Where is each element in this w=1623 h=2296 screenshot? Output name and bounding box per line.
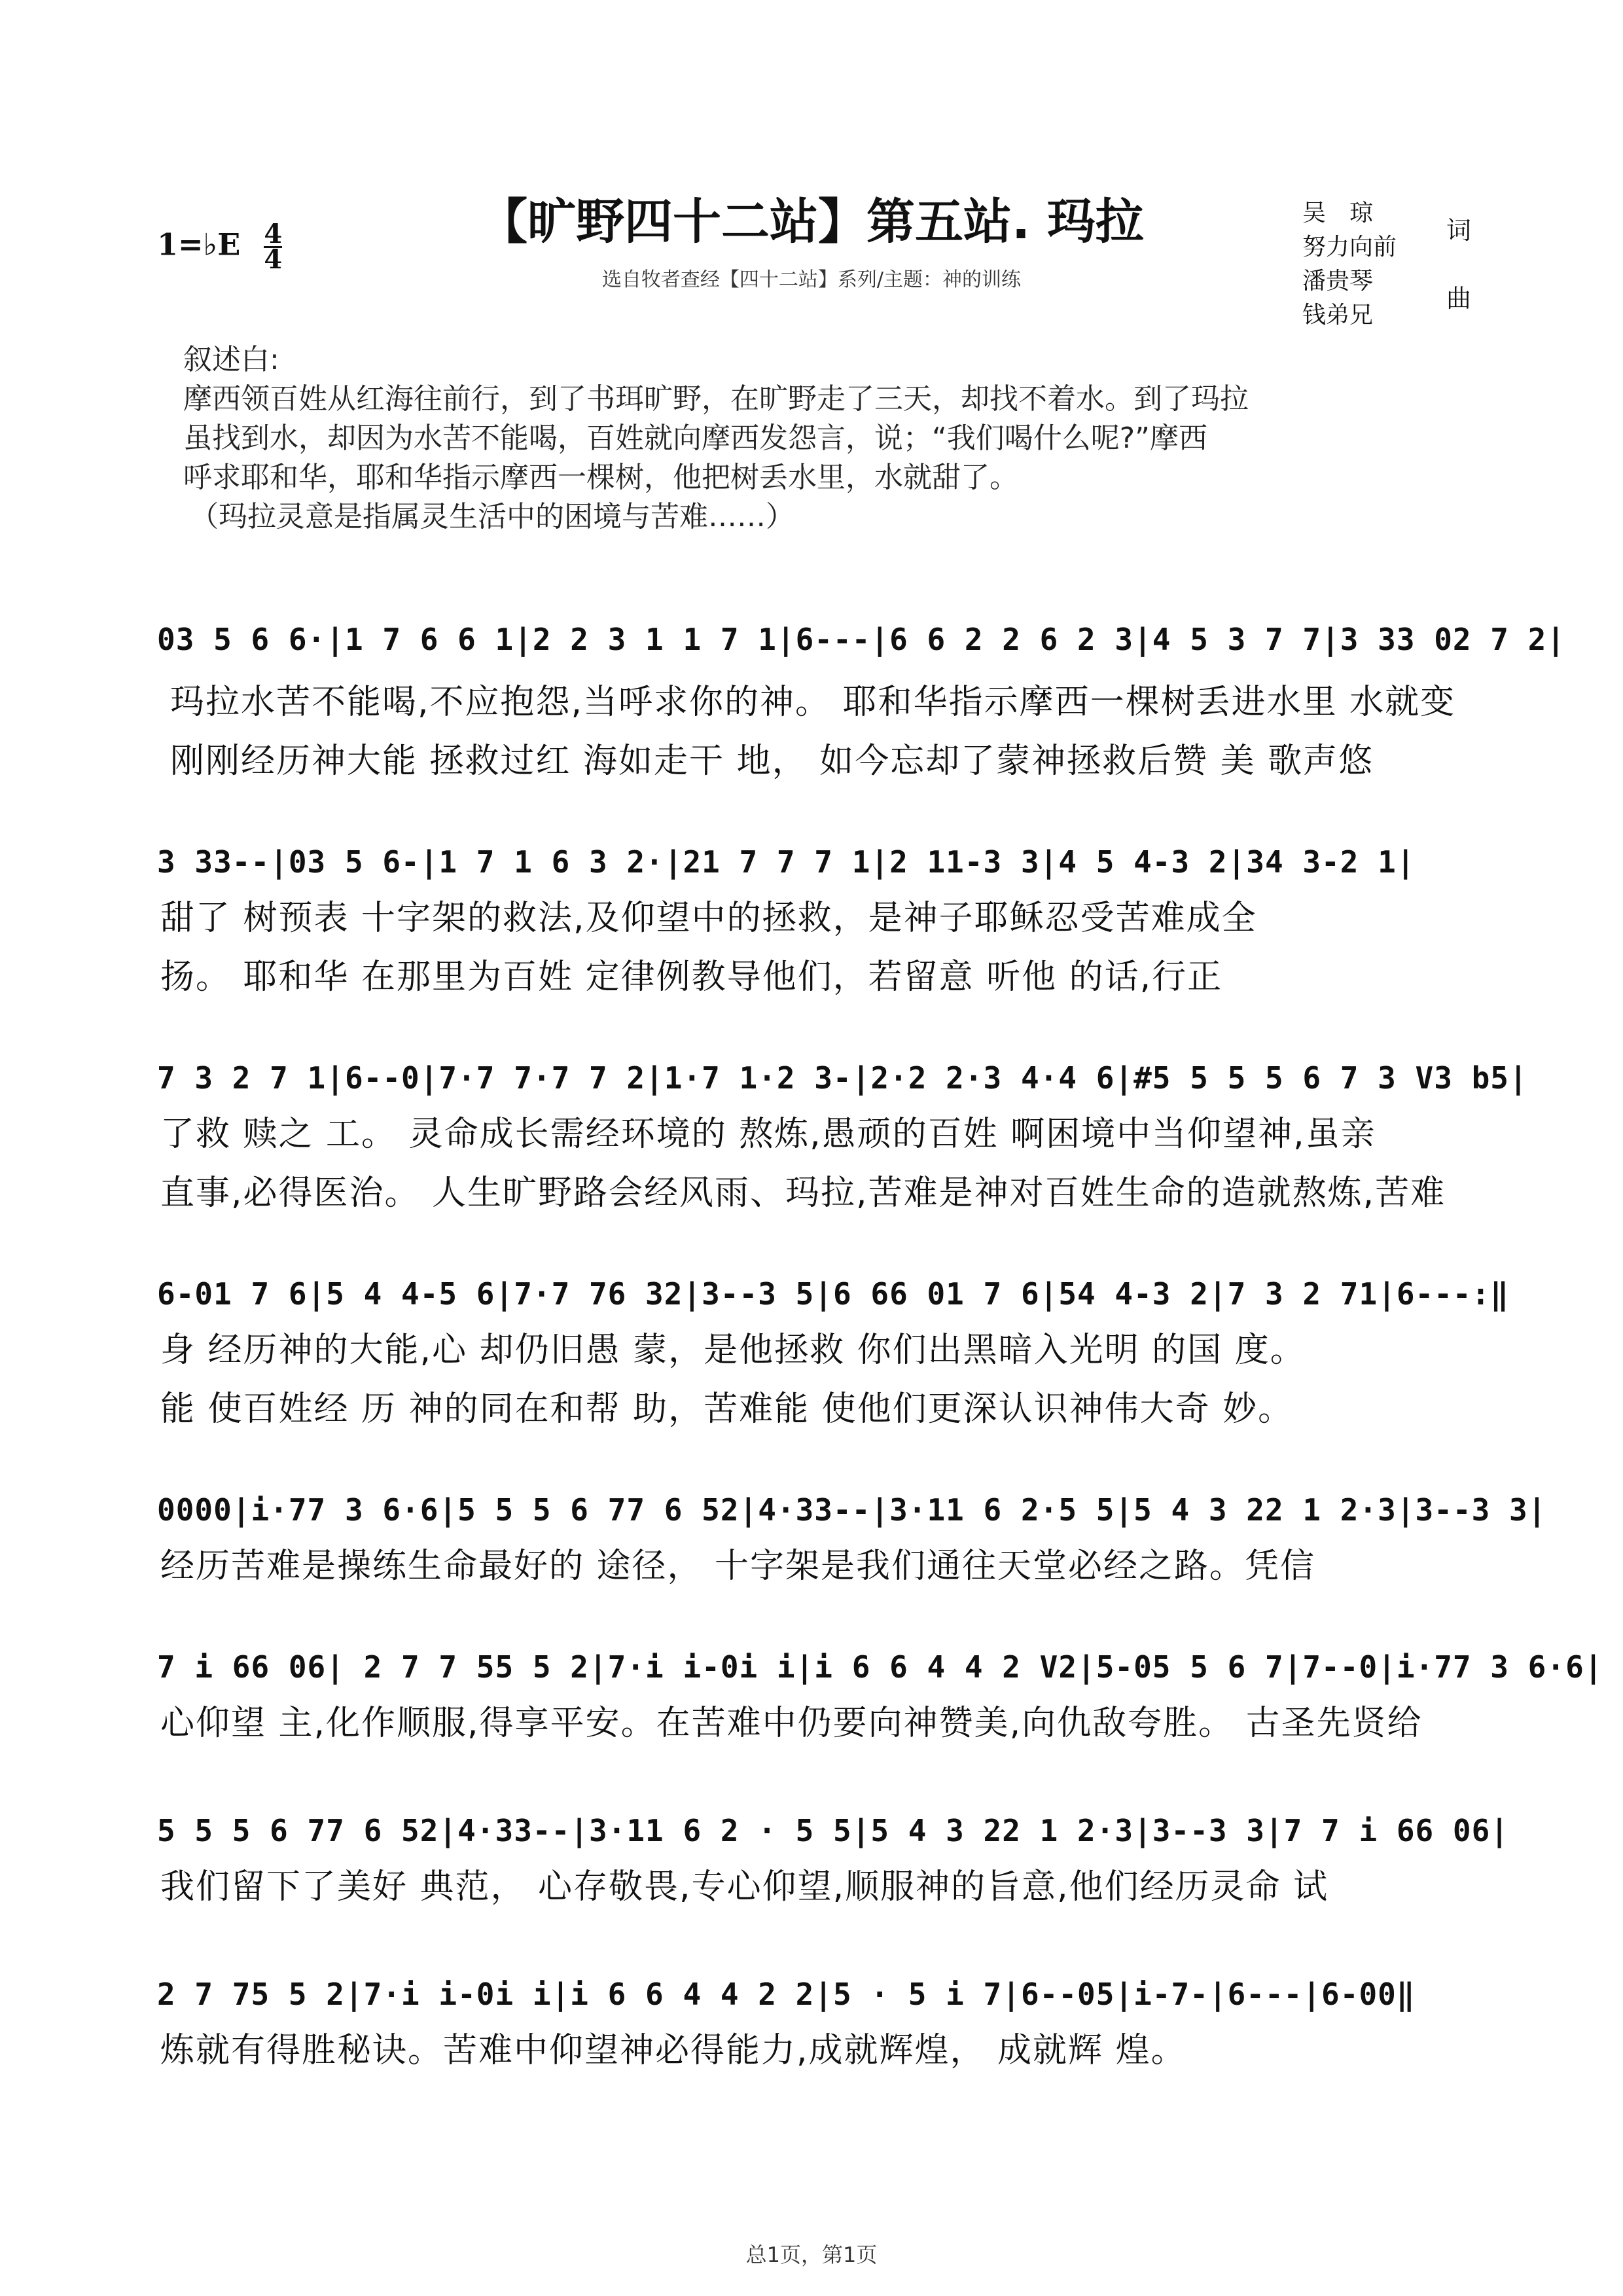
- lyrics-4-verse-2: 能 使百姓经 历 神的同在和帮 助，苦难能 使他们更深认识神伟大奇 妙。: [160, 1390, 1294, 1429]
- lyrics-8: 炼就有得胜秘诀。苦难中仰望神必得能力,成就辉煌， 成就辉 煌。: [160, 2031, 1186, 2070]
- narration-line: 摩西领百姓从红海往前行，到了书珥旷野，在旷野走了三天，却找不着水。到了玛拉: [183, 382, 1249, 416]
- meter-top: 4: [264, 219, 283, 249]
- page-info: 总1页，第1页: [745, 2242, 878, 2267]
- score-notes-1: 03 5 6 6·|1 7 6 6 1|2 2 3 1 1 7 1|6---|6 6 2 2 6 2 3|4 5 3 7 7|3 33 02 7 2|: [157, 622, 1566, 657]
- narration-heading: 叙述白:: [183, 343, 279, 376]
- key-label: 1=♭E: [157, 226, 241, 262]
- lyricist-2: 努力向前: [1302, 234, 1397, 260]
- score-notes-8: 2 7 75 5 2|7·i i-0i i|i 6 6 4 4 2 2|5 · 5 i 7|6--05|i-7-|6---|6-00‖: [157, 1977, 1416, 2012]
- lyrics-6: 心仰望 主,化作顺服,得享平安。在苦难中仍要向神赞美,向仇敌夸胜。 古圣先贤给: [160, 1704, 1423, 1743]
- score-notes-7: 5 5 5 6 77 6 52|4·33--|3·11 6 2 · 5 5|5 4 3 22 1 2·3|3--3 3|7 7 i 66 06|: [157, 1813, 1509, 1848]
- lyrics-5: 经历苦难是操练生命最好的 途径， 十字架是我们通往天堂必经之路。凭信: [160, 1547, 1316, 1586]
- song-title: 【旷野四十二站】第五站. 玛拉: [479, 194, 1144, 250]
- credits: [1302, 196, 1472, 332]
- lyricist-1: 吴 琼: [1302, 200, 1374, 226]
- score-notes-6: 7 i 66 06| 2 7 7 55 5 2|7·i i-0i i|i 6 6 4 4 2 V2|5-05 5 6 7|7--0|i·77 3 6·6|: [157, 1649, 1603, 1685]
- score-notes-4: 6-01 7 6|5 4 4-5 6|7·7 76 32|3--3 5|6 66 01 7 6|54 4-3 2|7 3 2 71|6---:‖: [157, 1276, 1509, 1312]
- score-notes-3: 7 3 2 7 1|6--0|7·7 7·7 7 2|1·7 1·2 3-|2·2 2·3 4·4 6|#5 5 5 5 6 7 3 V3 b5|: [157, 1060, 1528, 1096]
- lyrics-2-verse-1: 甜了 树预表 十字架的救法,及仰望中的拯救，是神子耶稣忍受苦难成全: [160, 899, 1257, 938]
- lyrics-4-verse-1: 身 经历神的大能,心 却仍旧愚 蒙，是他拯救 你们出黑暗入光明 的国 度。: [160, 1331, 1306, 1370]
- score-notes-5: 0000|i·77 3 6·6|5 5 5 6 77 6 52|4·33--|3·11 6 2·5 5|5 4 3 22 1 2·3|3--3 3|: [157, 1492, 1547, 1528]
- narration-line: （玛拉灵意是指属灵生活中的困境与苦难……）: [190, 500, 794, 533]
- lyrics-3-verse-1: 了救 赎之 工。 灵命成长需经环境的 熬炼,愚顽的百姓 啊困境中当仰望神,虽亲: [160, 1115, 1376, 1154]
- score-notes-2: 3 33--|03 5 6-|1 7 1 6 3 2·|21 7 7 7 1|2 11-3 3|4 5 4-3 2|34 3-2 1|: [157, 844, 1416, 880]
- composer-2: 钱弟兄: [1302, 302, 1374, 329]
- song-subtitle: 选自牧者查经【四十二站】系列/主题：神的训练: [601, 268, 1022, 291]
- lyrics-1-verse-1: 玛拉水苦不能喝,不应抱怨,当呼求你的神。 耶和华指示摩西一棵树丢进水里 水就变: [170, 683, 1456, 722]
- composer-1: 潘贵琴: [1302, 268, 1374, 295]
- lyric-role: 词: [1446, 216, 1472, 245]
- lyrics-3-verse-2: 直事,必得医治。 人生旷野路会经风雨、玛拉,苦难是神对百姓生命的造就熬炼,苦难: [160, 1174, 1446, 1213]
- narration: [183, 340, 1249, 537]
- narration-line: 虽找到水，却因为水苦不能喝，百姓就向摩西发怨言，说；“我们喝什么呢?”摩西: [183, 422, 1207, 455]
- meter-bottom: 4: [264, 244, 283, 275]
- lyrics-7: 我们留下了美好 典范， 心存敬畏,专心仰望,顺服神的旨意,他们经历灵命 试: [160, 1867, 1329, 1907]
- lyrics-2-verse-2: 扬。 耶和华 在那里为百姓 定律例教导他们，若留意 听他 的话,行正: [160, 958, 1223, 997]
- lyrics-1-verse-2: 刚刚经历神大能 拯救过红 海如走干 地， 如今忘却了蒙神拯救后赞 美 歌声悠: [170, 742, 1374, 781]
- narration-line: 呼求耶和华，耶和华指示摩西一棵树，他把树丢水里，水就甜了。: [183, 461, 1018, 494]
- composer-role: 曲: [1446, 284, 1472, 313]
